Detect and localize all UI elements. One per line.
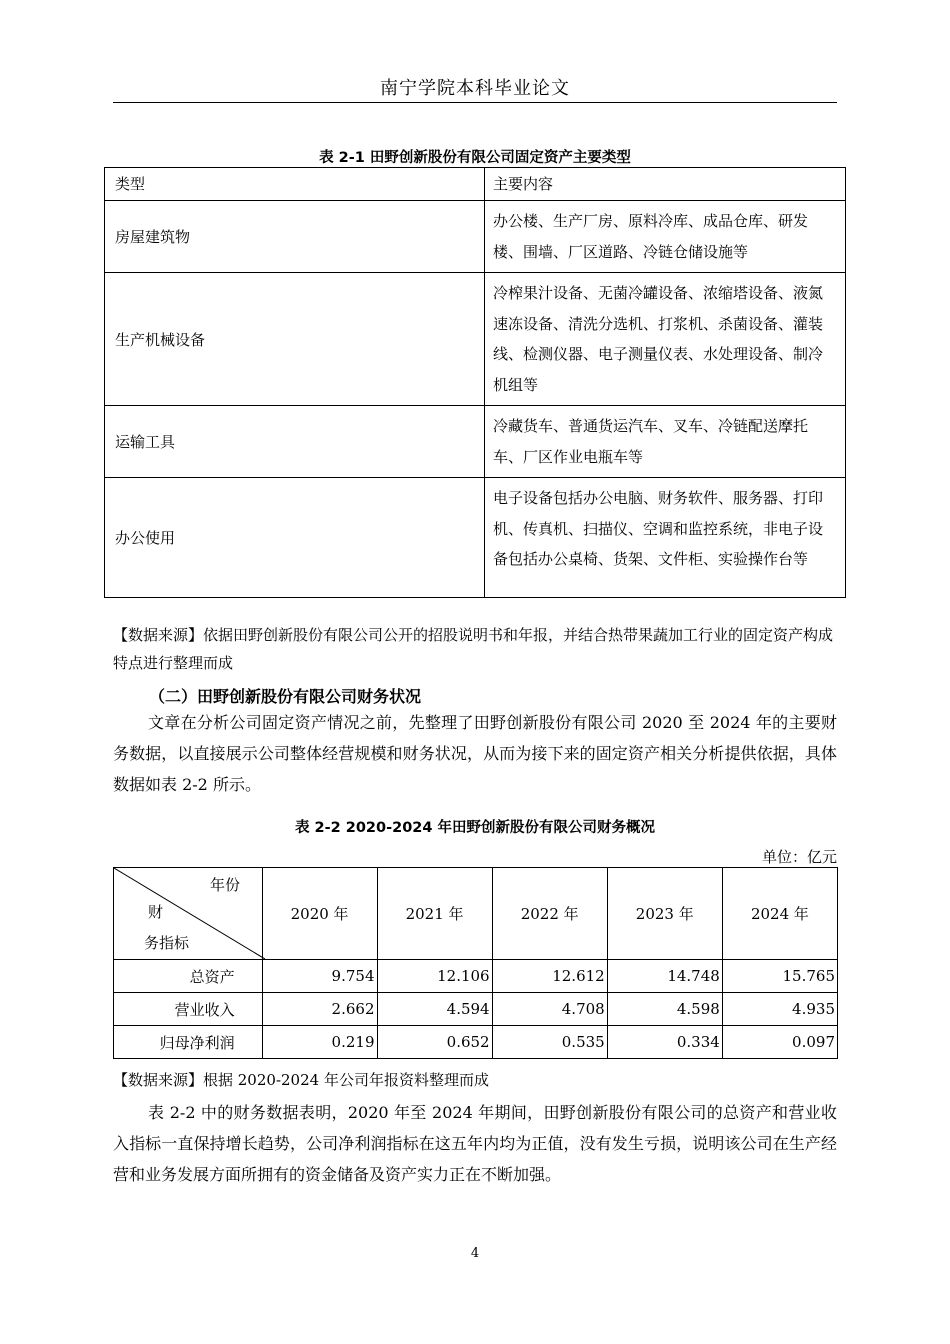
cell-value: 4.594 bbox=[377, 993, 492, 1026]
table-row bbox=[114, 1026, 838, 1059]
table1-source-note: 【数据来源】依据田野创新股份有限公司公开的招股说明书和年报，并结合热带果蔬加工行业的固定资产构成特点进行整理而成 bbox=[113, 626, 834, 672]
unit-label: 单位：亿元 bbox=[761, 848, 837, 866]
table-row bbox=[105, 273, 846, 406]
cell-value: 0.334 bbox=[607, 1026, 722, 1059]
conclusion-paragraph: 表 2-2 中的财务数据表明，2020 年至 2024 年期间，田野创新股份有限公司的总资产和营业收入指标一直保持增长趋势，公司净利润指标在这五年内均为正值，没有发生亏损，说明该公司在生产经营和业务发展方面所拥有的资金储备及资产实力正在不断加强。 bbox=[113, 1103, 837, 1184]
year-header: 2021 年 bbox=[377, 868, 492, 960]
asset-content: 办公楼、生产厂房、原料冷库、成品仓库、研发楼、围墙、厂区道路、冷链仓储设施等 bbox=[485, 201, 846, 273]
corner-year-label: 年份 bbox=[210, 876, 241, 894]
cell-value: 0.097 bbox=[722, 1026, 837, 1059]
cell-value: 2.662 bbox=[262, 993, 377, 1026]
table-row bbox=[114, 993, 838, 1026]
cell-value: 4.598 bbox=[607, 993, 722, 1026]
cell-value: 12.106 bbox=[377, 960, 492, 993]
corner-indicator-label-top: 财 bbox=[148, 903, 164, 921]
year-header: 2024 年 bbox=[722, 868, 837, 960]
cell-value: 4.708 bbox=[492, 993, 607, 1026]
asset-type: 生产机械设备 bbox=[105, 273, 485, 406]
table-row bbox=[114, 960, 838, 993]
row-label: 营业收入 bbox=[114, 993, 263, 1026]
cell-value: 14.748 bbox=[607, 960, 722, 993]
table-fixed-asset-types bbox=[104, 167, 846, 598]
table-header-row bbox=[105, 168, 846, 201]
asset-content: 冷藏货车、普通货运汽车、叉车、冷链配送摩托车、厂区作业电瓶车等 bbox=[485, 406, 846, 478]
row-label: 归母净利润 bbox=[114, 1026, 263, 1059]
cell-value: 9.754 bbox=[262, 960, 377, 993]
cell-value: 0.652 bbox=[377, 1026, 492, 1059]
asset-type: 运输工具 bbox=[105, 406, 485, 478]
diagonal-header-cell bbox=[114, 868, 263, 960]
section-heading: （二）田野创新股份有限公司财务状况 bbox=[149, 687, 422, 706]
asset-content: 冷榨果汁设备、无菌冷罐设备、浓缩塔设备、液氮速冻设备、清洗分选机、打浆机、杀菌设备、灌装线、检测仪器、电子测量仪表、水处理设备、制冷机组等 bbox=[485, 273, 846, 406]
table-financial-overview bbox=[113, 867, 838, 1059]
cell-value: 0.535 bbox=[492, 1026, 607, 1059]
table-row bbox=[105, 478, 846, 598]
table-header-row bbox=[114, 868, 838, 960]
header-content: 主要内容 bbox=[485, 168, 846, 201]
year-header: 2023 年 bbox=[607, 868, 722, 960]
year-header: 2020 年 bbox=[262, 868, 377, 960]
corner-indicator-label-bottom: 务指标 bbox=[144, 934, 190, 952]
table2-caption: 表 2-2 2020-2024 年田野创新股份有限公司财务概况 bbox=[294, 820, 656, 836]
asset-type: 房屋建筑物 bbox=[105, 201, 485, 273]
asset-type: 办公使用 bbox=[105, 478, 485, 598]
header-type: 类型 bbox=[105, 168, 485, 201]
table-row bbox=[105, 406, 846, 478]
running-header: 南宁学院本科毕业论文 bbox=[380, 78, 570, 99]
cell-value: 0.219 bbox=[262, 1026, 377, 1059]
table2-source-note: 【数据来源】根据 2020-2024 年公司年报资料整理而成 bbox=[113, 1071, 489, 1089]
cell-value: 15.765 bbox=[722, 960, 837, 993]
table1-caption: 表 2-1 田野创新股份有限公司固定资产主要类型 bbox=[319, 150, 631, 166]
table-row bbox=[105, 201, 846, 273]
page-number: 4 bbox=[470, 1246, 480, 1261]
year-header: 2022 年 bbox=[492, 868, 607, 960]
asset-content: 电子设备包括办公电脑、财务软件、服务器、打印机、传真机、扫描仪、空调和监控系统，非电子设备包括办公桌椅、货架、文件柜、实验操作台等 bbox=[485, 478, 846, 598]
row-label: 总资产 bbox=[114, 960, 263, 993]
cell-value: 12.612 bbox=[492, 960, 607, 993]
cell-value: 4.935 bbox=[722, 993, 837, 1026]
header-rule bbox=[113, 102, 837, 103]
diagonal-line bbox=[114, 868, 265, 959]
intro-paragraph: 文章在分析公司固定资产情况之前，先整理了田野创新股份有限公司 2020 至 2024 年的主要财务数据，以直接展示公司整体经营规模和财务状况，从而为接下来的固定资产相关分析提供依据，具体数据如表 2-2 所示。 bbox=[113, 713, 837, 794]
